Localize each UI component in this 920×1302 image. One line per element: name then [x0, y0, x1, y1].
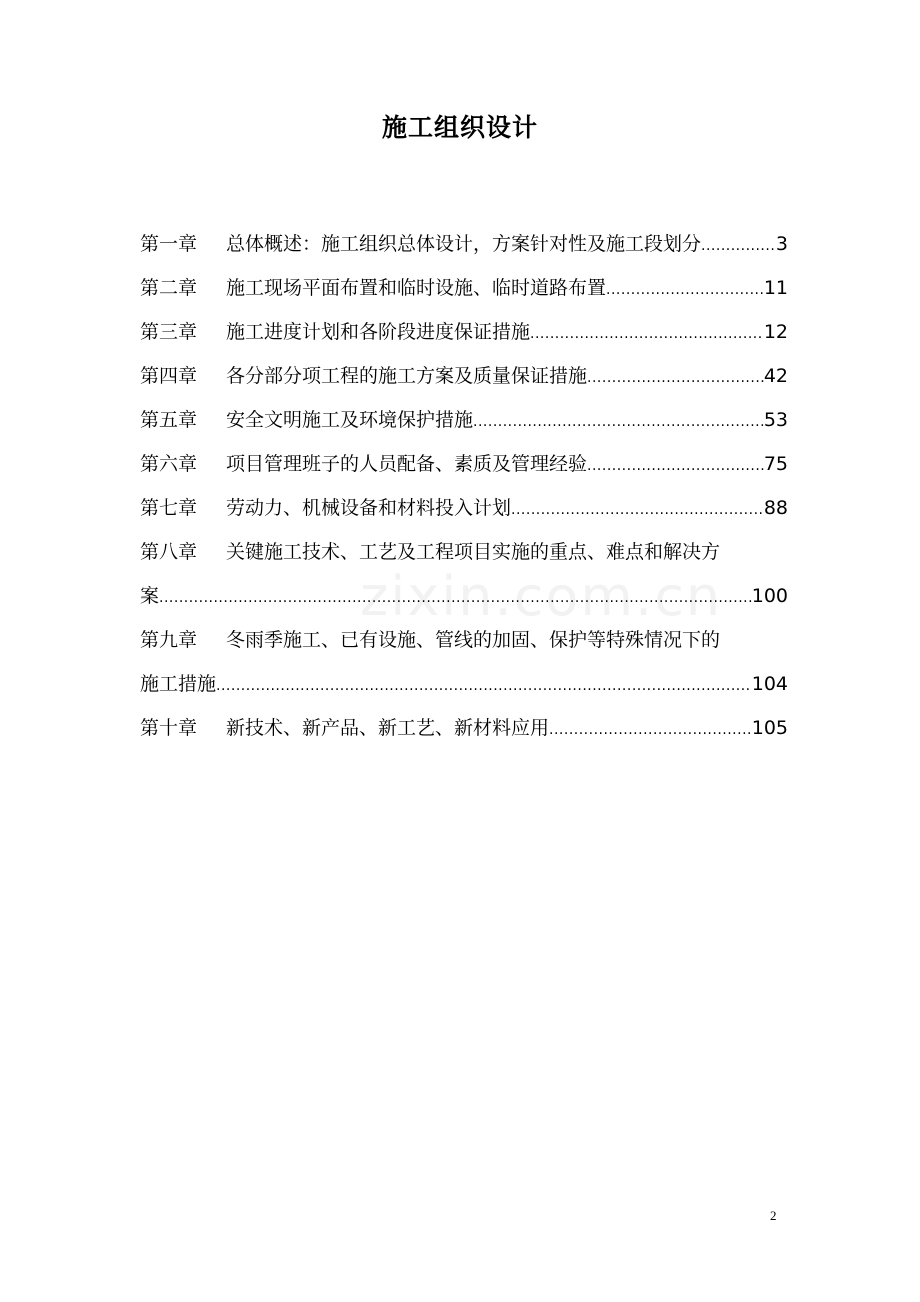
toc-text: 关键施工技术、工艺及工程项目实施的重点、难点和解决方	[226, 541, 721, 563]
page-number: 2	[770, 1208, 777, 1223]
toc-entry-2[interactable]	[140, 266, 788, 310]
toc-leader-dots	[587, 444, 764, 488]
toc-entry-9-line-2[interactable]	[140, 662, 788, 706]
toc-text: 总体概述：施工组织总体设计，方案针对性及施工段划分	[226, 233, 702, 255]
toc-entry-7[interactable]	[140, 486, 788, 530]
toc-chapter: 第三章	[140, 321, 198, 343]
toc-page: 53	[763, 409, 788, 431]
toc-page: 88	[763, 497, 788, 519]
toc-text: 项目管理班子的人员配备、素质及管理经验	[226, 453, 588, 475]
toc-entry-4[interactable]	[140, 354, 788, 398]
toc-chapter: 第六章	[140, 453, 198, 475]
toc-entry-6[interactable]	[140, 442, 788, 486]
toc-text: 安全文明施工及环境保护措施	[226, 409, 474, 431]
toc-text: 冬雨季施工、已有设施、管线的加固、保护等特殊情况下的	[226, 629, 721, 651]
table-of-contents	[140, 222, 788, 750]
toc-text-continued: 案	[140, 585, 160, 607]
toc-chapter: 第七章	[140, 497, 198, 519]
toc-chapter: 第五章	[140, 409, 198, 431]
toc-page: 75	[763, 453, 788, 475]
toc-text: 新技术、新产品、新工艺、新材料应用	[226, 717, 550, 739]
toc-text: 施工现场平面布置和临时设施、临时道路布置	[226, 277, 607, 299]
toc-text-continued: 施工措施	[140, 673, 217, 695]
toc-page: 100	[751, 585, 788, 607]
toc-page: 12	[763, 321, 788, 343]
toc-entry-5[interactable]	[140, 398, 788, 442]
toc-entry-1[interactable]	[140, 222, 788, 266]
toc-chapter: 第十章	[140, 717, 198, 739]
toc-leader-dots	[587, 356, 764, 400]
toc-page: 3	[775, 233, 788, 255]
toc-leader-dots	[549, 708, 752, 752]
toc-leader-dots	[473, 400, 764, 444]
toc-leader-dots	[511, 488, 764, 532]
toc-leader-dots	[701, 224, 776, 268]
toc-chapter: 第四章	[140, 365, 198, 387]
toc-leader-dots	[216, 664, 752, 708]
toc-chapter: 第一章	[140, 233, 198, 255]
toc-page: 42	[763, 365, 788, 387]
document-title: 施工组织设计	[381, 113, 538, 142]
toc-chapter: 第八章	[140, 541, 198, 563]
toc-text: 劳动力、机械设备和材料投入计划	[226, 497, 512, 519]
toc-text: 各分部分项工程的施工方案及质量保证措施	[226, 365, 588, 387]
toc-leader-dots	[530, 312, 764, 356]
toc-leader-dots	[606, 268, 764, 312]
toc-chapter: 第九章	[140, 629, 198, 651]
watermark: zixin.com.cn	[360, 565, 723, 628]
toc-page: 105	[751, 717, 788, 739]
toc-page: 11	[763, 277, 788, 299]
toc-text: 施工进度计划和各阶段进度保证措施	[226, 321, 531, 343]
toc-chapter: 第二章	[140, 277, 198, 299]
toc-page: 104	[751, 673, 788, 695]
toc-entry-10[interactable]	[140, 706, 788, 750]
toc-entry-3[interactable]	[140, 310, 788, 354]
